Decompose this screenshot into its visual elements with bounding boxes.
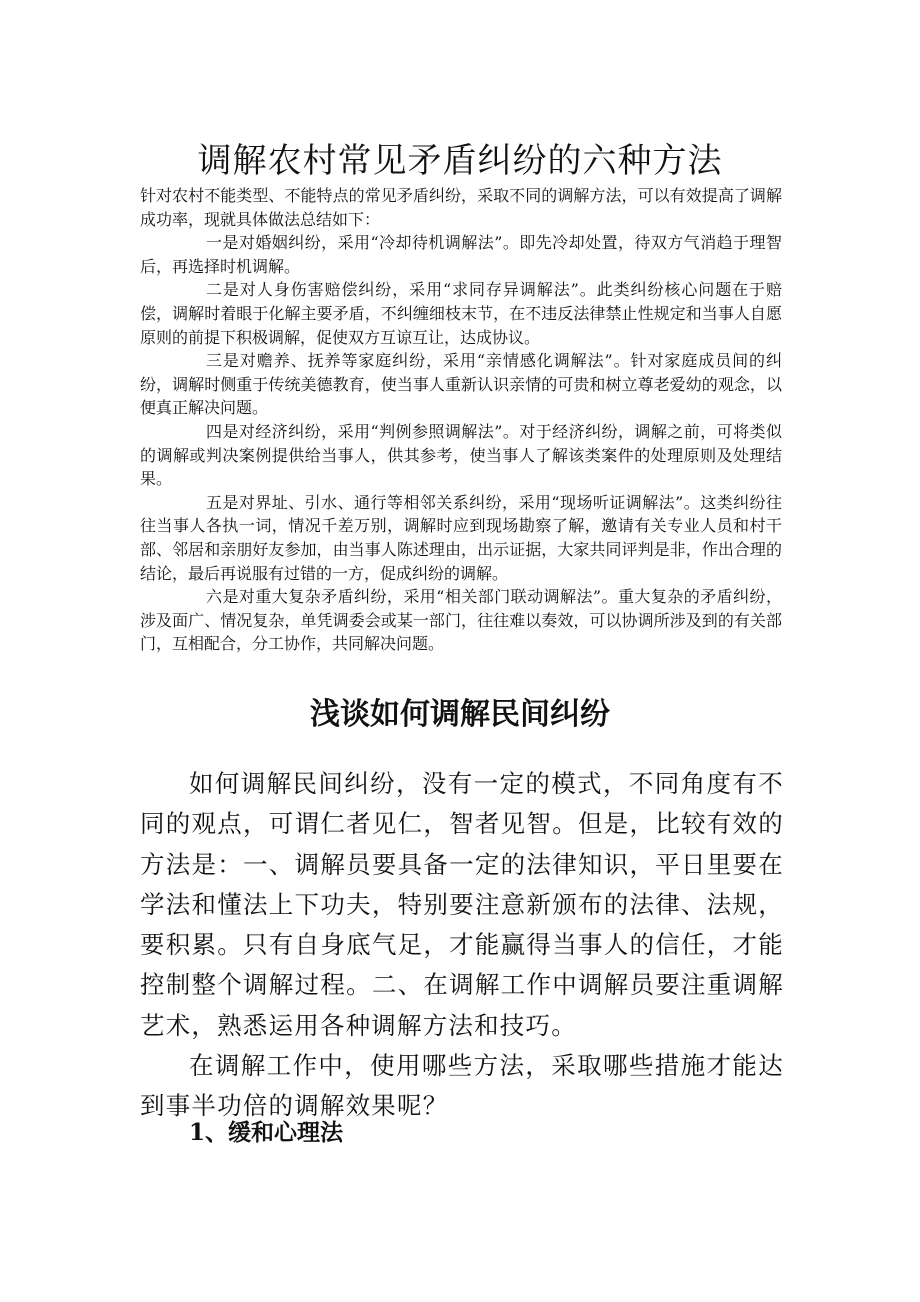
article2-paragraph: 如何调解民间纠纷，没有一定的模式，不同角度有不同的观点，可谓仁者见仁，智者见智。但是，比较有效的方法是：一、调解员要具备一定的法律知识，平日里要在学法和懂法上下功夫，特别要注意新颁布的法律、法规，要积累。只有自身底气足，才能赢得当事人的信任，才能控制整个调解过程。二、在调解工作中调解员要注重调解艺术，熟悉运用各种调解方法和技巧。 — [140, 769, 784, 1040]
article2-body — [140, 764, 784, 1127]
article2-title: 浅谈如何调解民间纠纷 — [310, 697, 610, 732]
article2-subheading: 1、缓和心理法 — [189, 1119, 344, 1146]
method-paragraph: 五是对界址、引水、通行等相邻关系纠纷，采用“现场听证调解法”。这类纠纷往往当事人各执一词，情况千差万别，调解时应到现场勘察了解，邀请有关专业人员和村干部、邻居和亲朋好友参加，由当事人陈述理由，出示证据，大家共同评判是非，作出合理的结论，最后再说服有过错的一方，促成纠纷的调解。 — [140, 492, 782, 583]
article1-title: 调解农村常见矛盾纠纷的六种方法 — [197, 141, 723, 181]
method-paragraph: 六是对重大复杂矛盾纠纷，采用“相关部门联动调解法”。重大复杂的矛盾纠纷，涉及面广、情况复杂，单凭调委会或某一部门，往往难以奏效，可以协调所涉及到的有关部门，互相配合，分工协作，共同解决问题。 — [140, 587, 782, 654]
method-paragraph: 三是对赡养、抚养等家庭纠纷，采用“亲情感化调解法”。针对家庭成员间的纠纷，调解时侧重于传统美德教育，使当事人重新认识亲情的可贵和树立尊老爱幼的观念，以便真正解决问题。 — [140, 351, 782, 418]
method-paragraph: 四是对经济纠纷，采用“判例参照调解法”。对于经济纠纷，调解之前，可将类似的调解或判决案例提供给当事人，供其参考，使当事人了解该类案件的处理原则及处理结果。 — [140, 421, 782, 489]
method-paragraph: 一是对婚姻纠纷，采用“冷却待机调解法”。即先冷却处置，待双方气消趋于理智后，再选择时机调解。 — [140, 233, 782, 276]
article1-body — [140, 184, 782, 656]
article2-paragraph: 在调解工作中，使用哪些方法，采取哪些措施才能达到事半功倍的调解效果呢？ — [140, 1051, 784, 1121]
method-paragraph: 二是对人身伤害赔偿纠纷，采用“求同存异调解法”。此类纠纷核心问题在于赔偿，调解时着眼于化解主要矛盾，不纠缠细枝末节，在不违反法律禁止性规定和当事人自愿原则的前提下积极调解，促使双方互谅互让，达成协议。 — [140, 280, 782, 347]
article1-intro: 针对农村不能类型、不能特点的常见矛盾纠纷，采取不同的调解方法，可以有效提高了调解成功率，现就具体做法总结如下： — [140, 186, 782, 229]
